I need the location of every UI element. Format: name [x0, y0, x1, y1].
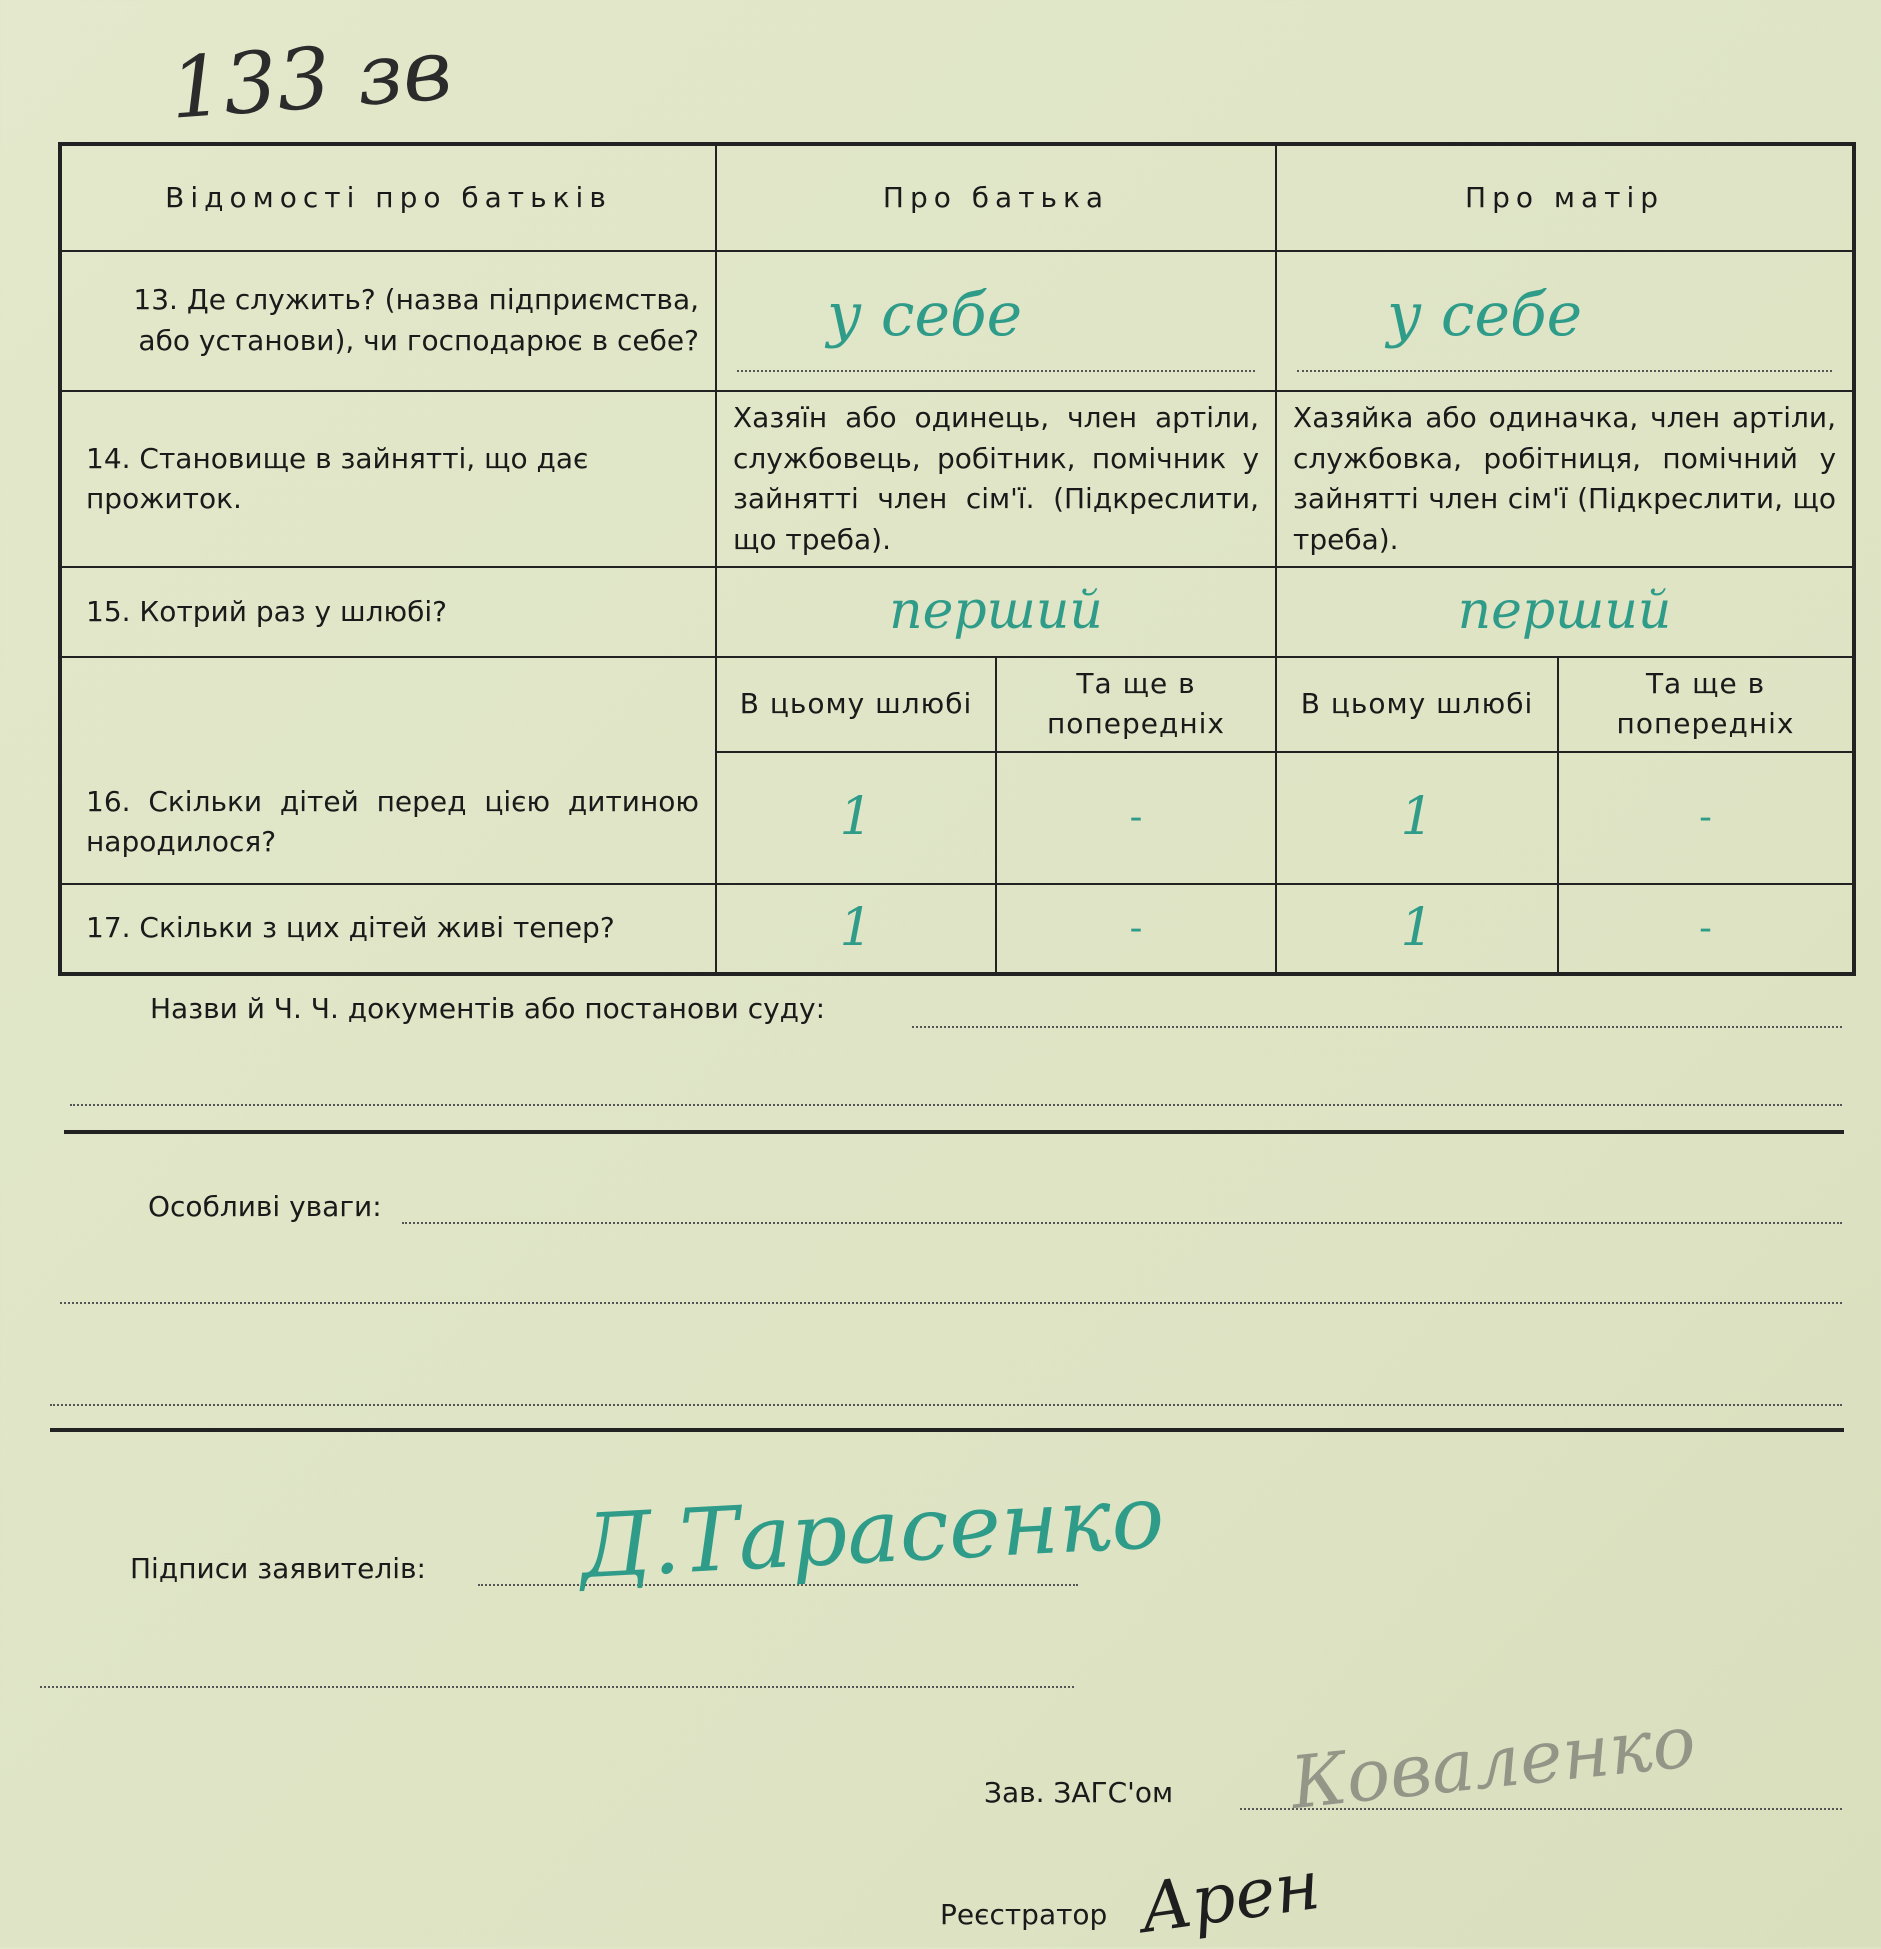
head-label: Зав. ЗАГС'ом	[984, 1776, 1174, 1809]
q14-label: 14. Становище в зайнятті, що дає прожиток.	[60, 391, 716, 567]
q16-father-this: 1	[839, 787, 873, 848]
archive-number: 133 зв	[166, 20, 455, 138]
q15-father-answer: перший	[889, 581, 1103, 642]
subheader-mother-this: В цьому шлюбі	[1276, 657, 1558, 752]
row-q15	[60, 567, 1854, 656]
header-mother: Про матір	[1276, 144, 1854, 251]
documents-dotted-line-2	[70, 1104, 1842, 1106]
q13-label: 13. Де служить? (назва підприємства, або установи), чи господарює в себе?	[60, 251, 716, 391]
q17-label: 17. Скільки з цих дітей живі тепер?	[60, 884, 716, 974]
notes-dotted-line-3	[50, 1404, 1842, 1406]
q17-father-prev-cell	[996, 884, 1276, 974]
q16-father-prev: -	[1129, 796, 1143, 838]
notes-dotted-line-2	[60, 1302, 1842, 1304]
q17-father-prev: -	[1129, 907, 1143, 949]
notes-label: Особливі уваги:	[148, 1190, 382, 1223]
documents-dotted-line-1	[912, 1026, 1842, 1028]
dotted-line	[1297, 370, 1832, 372]
q16-mother-prev-cell	[1558, 752, 1854, 884]
q15-father-cell	[716, 567, 1276, 656]
q17-father-this-cell	[716, 884, 996, 974]
applicant-signature: Д.Тарасенко	[577, 1464, 1167, 1599]
signatures-label: Підписи заявителів:	[130, 1552, 426, 1585]
q17-father-this: 1	[839, 897, 873, 958]
registrar-signature: Арен	[1135, 1845, 1325, 1949]
header-parents-info: Відомості про батьків	[60, 144, 716, 251]
q17-mother-prev: -	[1699, 907, 1713, 949]
q16-mother-this: 1	[1400, 787, 1434, 848]
q15-label: 15. Котрий раз у шлюбі?	[60, 567, 716, 656]
documents-label: Назви й Ч. Ч. документів або постанови суду:	[150, 992, 826, 1025]
row-q13	[60, 251, 1854, 391]
subheader-father-this: В цьому шлюбі	[716, 657, 996, 752]
parents-info-table	[58, 142, 1856, 976]
row-q14	[60, 391, 1854, 567]
subheader-mother-prev: Та ще в попередніх	[1558, 657, 1854, 752]
q16-father-this-cell	[716, 752, 996, 884]
q15-mother-answer: перший	[1457, 581, 1672, 642]
registrar-label: Реєстратор	[940, 1898, 1108, 1931]
section-rule-1	[64, 1130, 1844, 1134]
q15-mother-cell	[1276, 567, 1854, 656]
dotted-line	[737, 370, 1255, 372]
q13-mother-answer: у себе	[1387, 280, 1583, 350]
head-signature: Коваленко	[1286, 1699, 1700, 1825]
q14-mother-options: Хазяйка або одиначка, член артіли, службовка, робітниця, помічний у зайнятті член сім'ї (Підкреслити, що треба).	[1276, 391, 1854, 567]
q16-label: 16. Скільки дітей перед цією дитиною народилося?	[60, 657, 716, 884]
notes-dotted-line-1	[402, 1222, 1842, 1224]
q13-father-cell	[716, 251, 1276, 391]
q13-father-answer: у себе	[827, 280, 1023, 350]
header-father: Про батька	[716, 144, 1276, 251]
q17-mother-this: 1	[1400, 897, 1434, 958]
q16-mother-this-cell	[1276, 752, 1558, 884]
signatures-dotted-line-2	[40, 1686, 1074, 1688]
q17-mother-this-cell	[1276, 884, 1558, 974]
section-rule-2	[50, 1428, 1844, 1432]
q13-mother-cell	[1276, 251, 1854, 391]
q16-father-prev-cell	[996, 752, 1276, 884]
row-q16-subheaders	[60, 657, 1854, 752]
row-q17	[60, 884, 1854, 974]
table-header-row	[60, 144, 1854, 251]
q16-mother-prev: -	[1699, 796, 1713, 838]
q17-mother-prev-cell	[1558, 884, 1854, 974]
subheader-father-prev: Та ще в попередніх	[996, 657, 1276, 752]
q14-father-options: Хазяїн або одинець, член артіли, службовець, робітник, помічник у зайнятті член сім'ї. (Підкреслити, що треба).	[716, 391, 1276, 567]
